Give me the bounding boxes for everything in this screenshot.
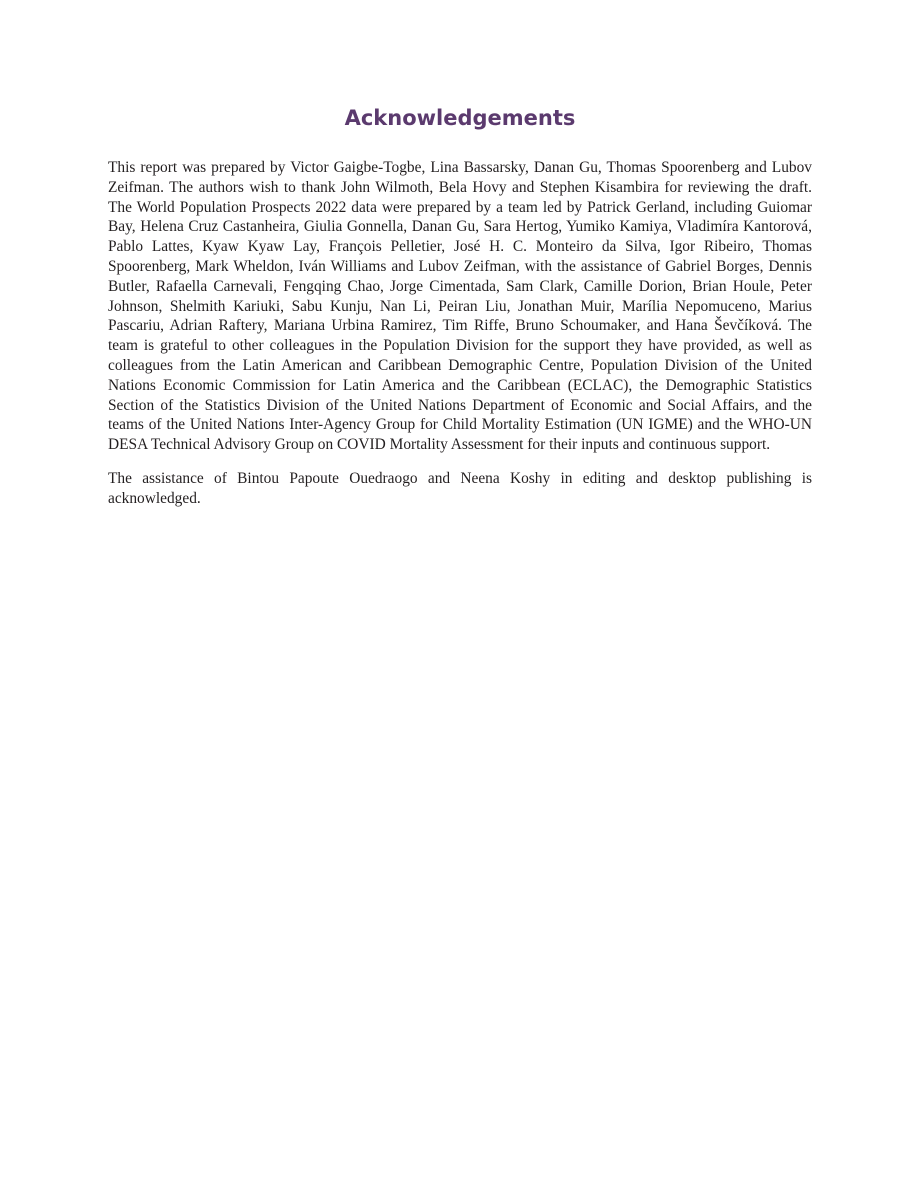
acknowledgements-body: [108, 158, 812, 523]
paragraph-contributors: This report was prepared by Victor Gaigbe-Togbe, Lina Bassarsky, Danan Gu, Thomas Spoorenberg and Lubov Zeifman. The authors wish to thank John Wilmoth, Bela Hovy and Stephen Kisambira for reviewing the draft. The World Population Prospects 2022 data were prepared by a team led by Patrick Gerland, including Guiomar Bay, Helena Cruz Castanheira, Giulia Gonnella, Danan Gu, Sara Hertog, Yumiko Kamiya, Vladimíra Kantorová, Pablo Lattes, Kyaw Kyaw Lay, François Pelletier, José H. C. Monteiro da Silva, Igor Ribeiro, Thomas Spoorenberg, Mark Wheldon, Iván Williams and Lubov Zeifman, with the assistance of Gabriel Borges, Dennis Butler, Rafaella Carnevali, Fengqing Chao, Jorge Cimentada, Sam Clark, Camille Dorion, Brian Houle, Peter Johnson, Shelmith Kariuki, Sabu Kunju, Nan Li, Peiran Liu, Jonathan Muir, Marília Nepomuceno, Marius Pascariu, Adrian Raftery, Mariana Urbina Ramirez, Tim Riffe, Bruno Schoumaker, and Hana Ševčíková. The team is grateful to other colleagues in the Population Division for the support they have provided, as well as colleagues from the Latin American and Caribbean Demographic Centre, Population Division of the United Nations Economic Commission for Latin America and the Caribbean (ECLAC), the Demographic Statistics Section of the Statistics Division of the United Nations Department of Economic and Social Affairs, and the teams of the United Nations Inter-Agency Group for Child Mortality Estimation (UN IGME) and the WHO-UN DESA Technical Advisory Group on COVID Mortality Assessment for their inputs and continuous support.: [108, 159, 812, 454]
paragraph-assistance: The assistance of Bintou Papoute Ouedraogo and Neena Koshy in editing and desktop publishing is acknowledged.: [108, 469, 812, 507]
page-title: Acknowledgements: [344, 106, 576, 130]
